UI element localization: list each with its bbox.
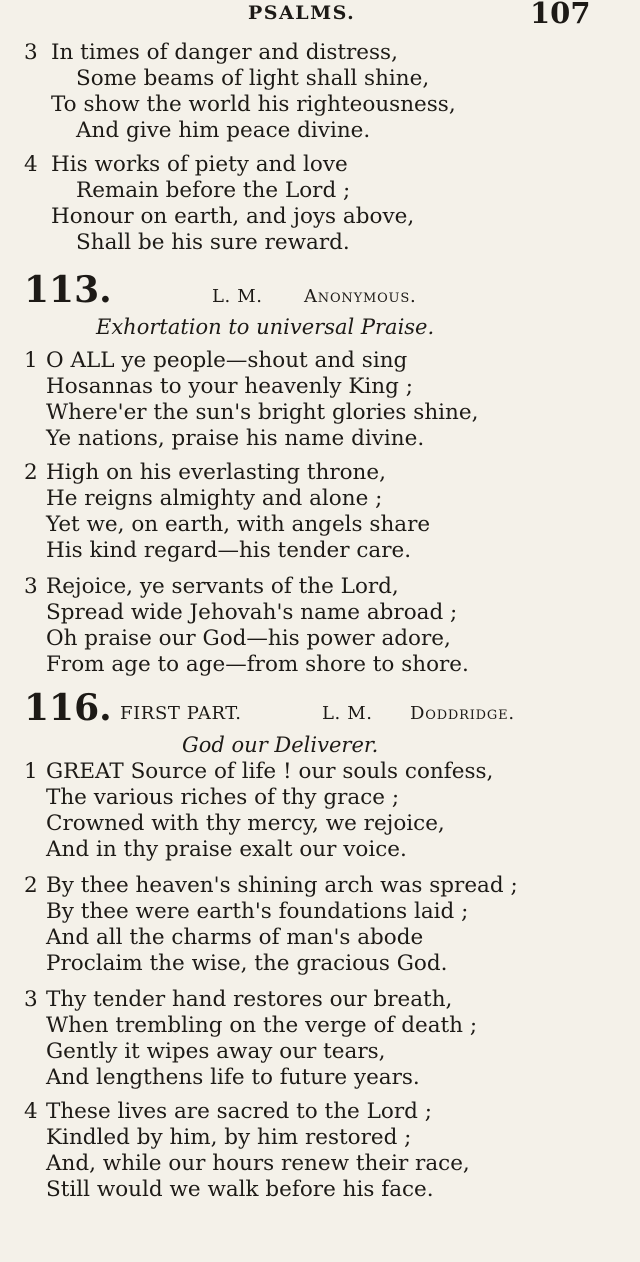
verse-line: Still would we walk before his face. [46, 1177, 434, 1202]
verse-line: In times of danger and distress, [51, 40, 398, 65]
stanza-number: 1 [24, 348, 38, 373]
verse-line: By thee heaven's shining arch was spread ; [46, 873, 518, 898]
verse-line: Thy tender hand restores our breath, [46, 987, 453, 1012]
hymn-number: 113. [24, 269, 112, 311]
running-head [0, 0, 640, 30]
verse-line: Honour on earth, and joys above, [51, 204, 415, 229]
stanza-number: 1 [24, 759, 38, 784]
verse-line: Where'er the sun's bright glories shine, [46, 400, 479, 425]
stanza-number: 2 [24, 460, 38, 485]
verse-line: And lengthens life to future years. [46, 1065, 420, 1090]
hymn-meter: L. M. [322, 703, 373, 724]
verse-line: By thee were earth's foundations laid ; [46, 899, 469, 924]
verse-line: His works of piety and love [51, 152, 348, 177]
verse-line: To show the world his righteousness, [51, 92, 456, 117]
verse-line: And all the charms of man's abode [46, 925, 424, 950]
verse-line: He reigns almighty and alone ; [46, 486, 383, 511]
hymn-part: FIRST PART. [120, 703, 242, 724]
verse-line: Some beams of light shall shine, [76, 66, 430, 91]
hymn-meter: L. M. [212, 286, 263, 307]
verse-line: These lives are sacred to the Lord ; [46, 1099, 432, 1124]
verse-line: And, while our hours renew their race, [46, 1151, 470, 1176]
hymn-number: 116. [24, 687, 112, 729]
verse-line: High on his everlasting throne, [46, 460, 386, 485]
verse-line: Shall be his sure reward. [76, 230, 350, 255]
stanza-number: 3 [24, 987, 38, 1012]
verse-line: Oh praise our God—his power adore, [46, 626, 451, 651]
verse-line: Kindled by him, by him restored ; [46, 1125, 412, 1150]
verse-line: From age to age—from shore to shore. [46, 652, 469, 677]
verse-line: Crowned with thy mercy, we rejoice, [46, 811, 445, 836]
verse-line: Rejoice, ye servants of the Lord, [46, 574, 399, 599]
page-number: 107 [530, 0, 591, 30]
hymn-author: Doddridge. [410, 703, 515, 724]
stanza-number: 4 [24, 152, 38, 177]
running-title: PSALMS. [248, 2, 356, 24]
verse-line: Ye nations, praise his name divine. [46, 426, 425, 451]
verse-line: When trembling on the verge of death ; [46, 1013, 478, 1038]
verse-line: GREAT Source of life ! our souls confess, [46, 759, 494, 784]
stanza-number: 3 [24, 40, 38, 65]
stanza-number: 2 [24, 873, 38, 898]
verse-line: The various riches of thy grace ; [46, 785, 400, 810]
verse-line: Hosannas to your heavenly King ; [46, 374, 413, 399]
verse-line: And in thy praise exalt our voice. [46, 837, 407, 862]
hymn-title: God our Deliverer. [182, 733, 379, 757]
verse-line: Spread wide Jehovah's name abroad ; [46, 600, 458, 625]
stanza-number: 4 [24, 1099, 38, 1124]
verse-line: His kind regard—his tender care. [46, 538, 412, 563]
hymn-title: Exhortation to universal Praise. [96, 315, 435, 339]
verse-line: Gently it wipes away our tears, [46, 1039, 386, 1064]
stanza-number: 3 [24, 574, 38, 599]
verse-line: And give him peace divine. [76, 118, 371, 143]
verse-line: Yet we, on earth, with angels share [46, 512, 431, 537]
verse-line: Proclaim the wise, the gracious God. [46, 951, 448, 976]
verse-line: Remain before the Lord ; [76, 178, 351, 203]
verse-line: O ALL ye people—shout and sing [46, 348, 408, 373]
hymn-author: Anonymous. [304, 286, 417, 307]
